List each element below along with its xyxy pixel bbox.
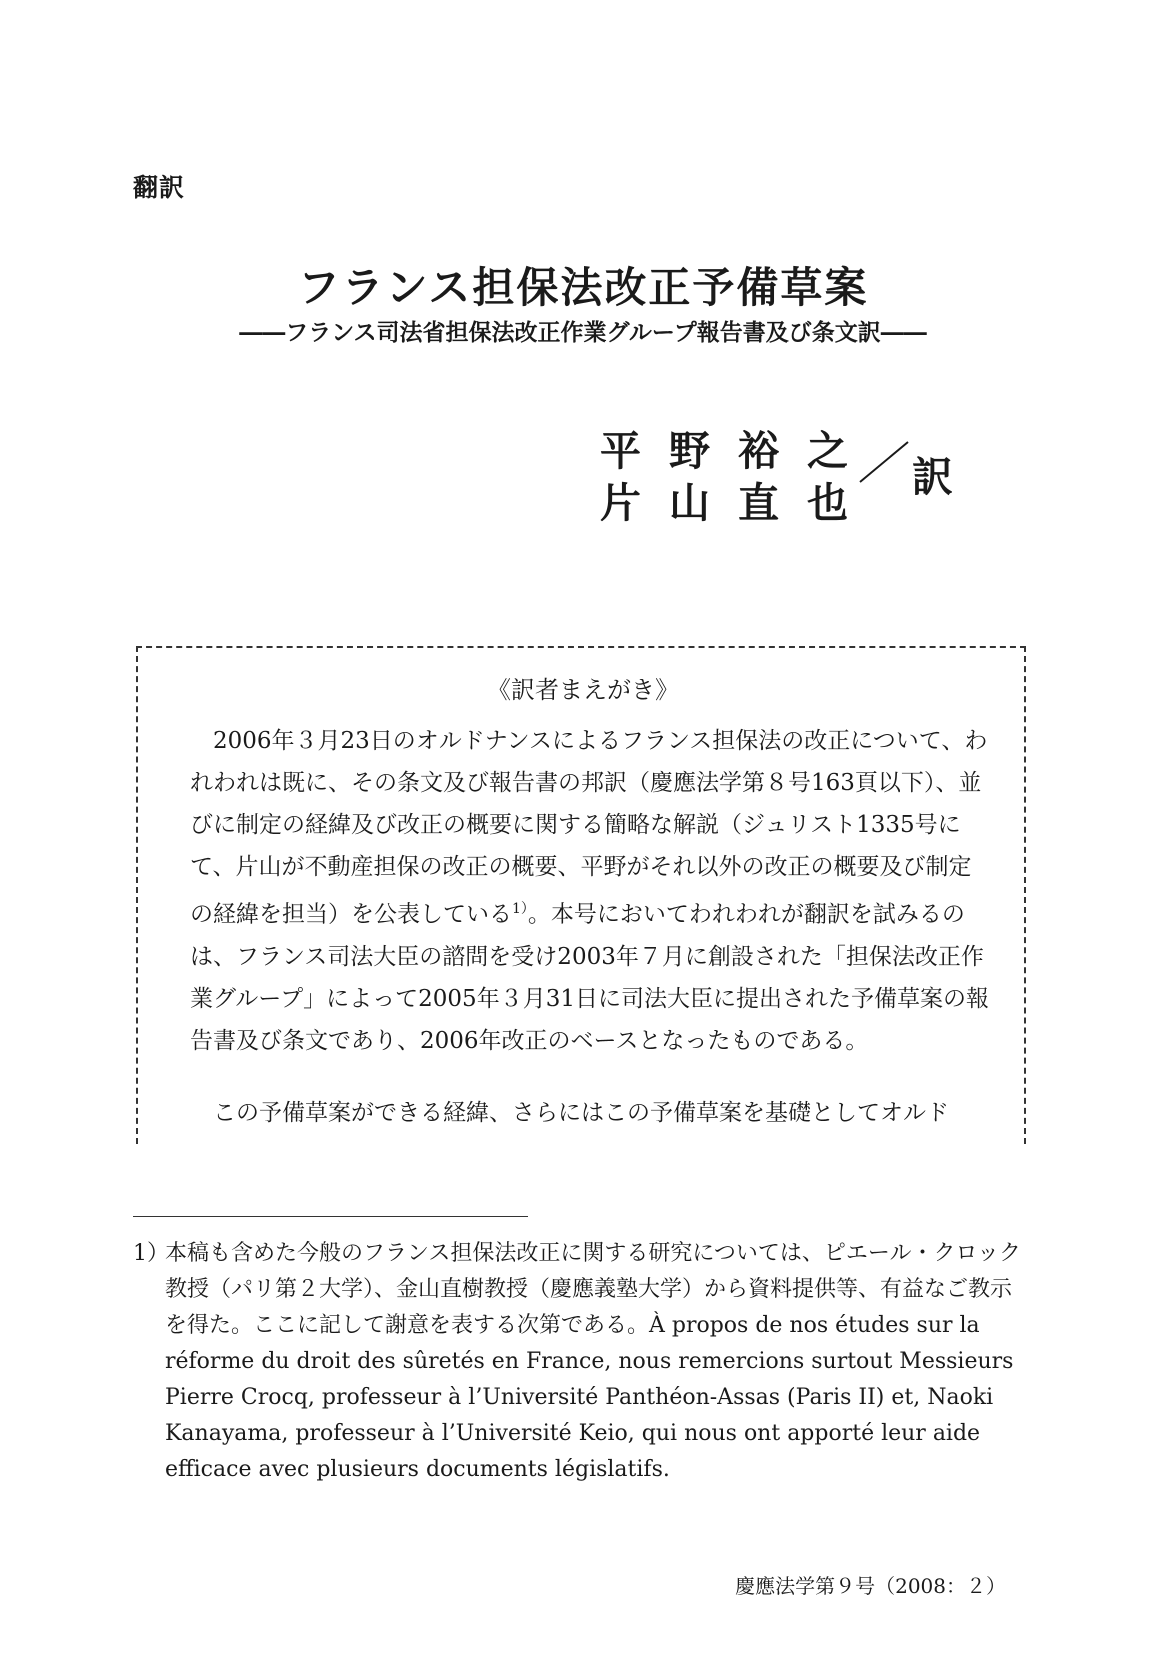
- footnote-reference[interactable]: 1）: [512, 901, 528, 917]
- footnote-number: 1）: [133, 1241, 169, 1266]
- article-category: 翻訳: [133, 173, 186, 202]
- translator-name-1: 平野裕之: [600, 427, 876, 475]
- preface-paragraph-2: [190, 1092, 990, 1134]
- preface-paragraph-1-text-b: 。本号においてわれわれが翻訳を試みるのは、フランス司法大臣の諮問を受け2003年７月に創設された「担保法改正作業グループ」によって2005年３月31日に司法大臣に提出された予備草案の報告書及び条文であり、2006年改正のベースとなったものである。: [190, 901, 989, 1054]
- article-subtitle: ――フランス司法省担保法改正作業グループ報告書及び条文訳――: [239, 319, 927, 346]
- footnote-text: 本稿も含めた今般のフランス担保法改正に関する研究については、ピエール・クロック教授（パリ第２大学）、金山直樹教授（慶應義塾大学）から資料提供等、有益なご教示を得た。ここに記して謝意を表する次第である。À propos de nos études sur la réforme du droit des sûretés en France, nous remercions surtout Messieurs Pierre Crocq, professeur à l’Université Panthéon-Assas (Paris II) et, Naoki Kanayama, professeur à l’Université Keio, qui nous ont apporté leur aide efficace avec plusieurs documents législatifs.: [165, 1241, 1022, 1482]
- footnote-rule: [133, 1216, 528, 1217]
- translated-mark: 訳: [912, 453, 953, 501]
- preface-heading: 《訳者まえがき》: [487, 676, 679, 704]
- preface-box: [136, 646, 1026, 1144]
- article-title: フランス担保法改正予備草案: [297, 263, 869, 312]
- footnote: [133, 1236, 1033, 1488]
- preface-paragraph-1-text-a: 2006年３月23日のオルドナンスによるフランス担保法の改正について、われわれは既に、その条文及び報告書の邦訳（慶應法学第８号163頁以下）、並びに制定の経緯及び改正の概要に関する簡略な解説（ジュリスト1335号にて、片山が不動産担保の改正の概要、平野がそれ以外の改正の概要及び制定の経緯を担当）を公表している: [190, 728, 988, 928]
- preface-paragraph-2-text: この予備草案ができる経緯、さらにはこの予備草案を基礎としてオルド: [213, 1100, 949, 1126]
- translator-name-2: 片山直也: [600, 479, 876, 527]
- journal-footer: 慶應法学第９号（2008：２）: [735, 1574, 1006, 1598]
- preface-paragraph-1: [190, 720, 990, 1062]
- slash-divider: [858, 440, 910, 484]
